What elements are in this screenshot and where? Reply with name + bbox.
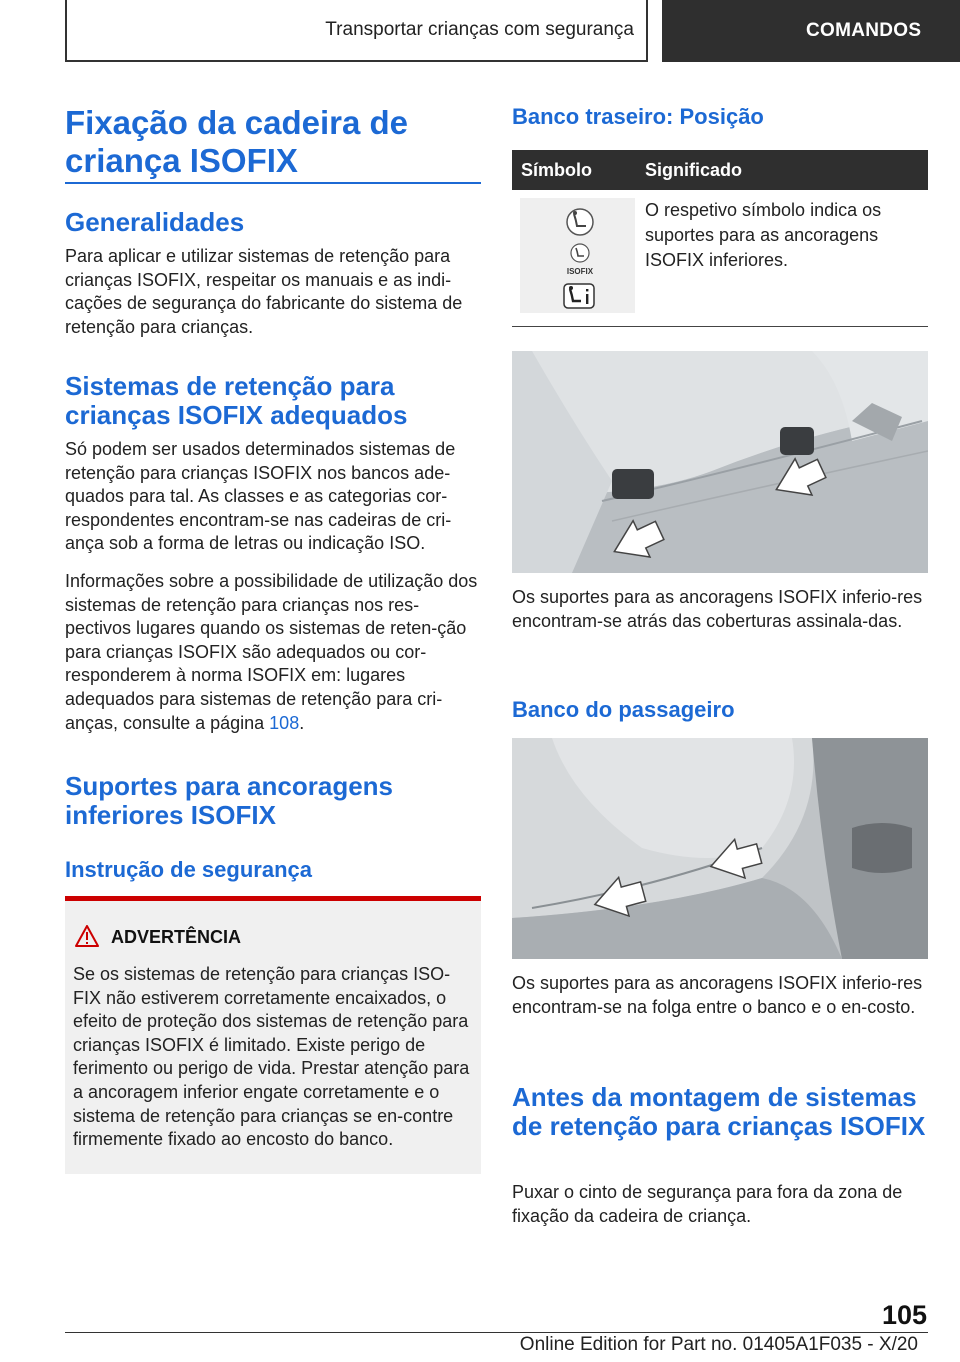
warning-box — [65, 896, 481, 1174]
heading-suportes: Suportes para ancoragens inferiores ISOFIX — [65, 771, 393, 830]
heading-banco-traseiro: Banco traseiro: Posição — [512, 104, 764, 129]
table-col-meaning: Significado — [645, 160, 743, 180]
header-section-title: Transportar crianças com segurança — [325, 19, 634, 40]
heading-instrucao: Instrução de segurança — [65, 857, 312, 882]
warning-title: ADVERTÊNCIA — [111, 927, 242, 947]
passenger-seat-photo — [512, 738, 928, 959]
footer-divider — [65, 1332, 928, 1333]
page-reference-link[interactable]: 108 — [269, 712, 300, 733]
header-section — [65, 0, 648, 62]
symbol-cell — [520, 198, 635, 313]
caption-passenger-seat: Os suportes para as ancoragens ISOFIX inferio-res encontram-se na folga entre o banco e o en-costo. — [512, 973, 923, 1017]
passenger-seat-illustration — [512, 738, 928, 959]
heading-antes-montagem: Antes da montagem de sistemas de retenção para crianças ISOFIX — [512, 1082, 926, 1141]
heading-banco-passageiro: Banco do passageiro — [512, 697, 735, 722]
rear-seat-photo — [512, 351, 928, 573]
isofix-symbols-icon — [520, 198, 635, 313]
paragraph-sistemas-2 — [65, 570, 481, 735]
page-number: 105 — [881, 1300, 927, 1330]
isofix-icon-label: ISOFIX — [566, 267, 594, 276]
rear-seat-illustration — [512, 351, 928, 573]
footer-edition: Online Edition for Part no. 01405A1F035 - X/20 — [519, 1334, 918, 1355]
paragraph-sistemas-1: Só podem ser usados determinados sistemas de retenção para crianças ISOFIX nos bancos ade-quados para tal. As classes e as categorias cor-respondentes encontram-se nas cadeiras de cri-ança sob a forma de letras ou indicação ISO. — [65, 439, 456, 554]
paragraph-generalidades: Para aplicar e utilizar sistemas de retenção para crianças ISOFIX, respeitar os manuais e as indi-cações de segurança do fabricante do sistema de retenção para crianças. — [65, 246, 463, 337]
page-title: Fixação da cadeira de criança ISOFIX — [65, 104, 409, 179]
paragraph-antes-montagem: Puxar o cinto de segurança para fora da zona de fixação da cadeira de criança. — [512, 1182, 903, 1226]
header-chapter — [662, 0, 960, 62]
header-chapter-title: COMANDOS — [806, 20, 922, 41]
paragraph-sistemas-2-end: . — [299, 712, 305, 733]
warning-text: Se os sistemas de retenção para crianças ISO-FIX não estiverem corretamente encaixados, o efeito de proteção dos sistemas de retenção para crianças ISOFIX é limitado. Existe perigo de ferimento ou perigo de vida. Prestar atenção para a ancoragem inferior engate corretamente e o sistema de retenção para crianças se en-contre firmemente fixado ao encosto do banco. — [73, 964, 470, 1150]
heading-generalidades: Generalidades — [65, 207, 245, 237]
table-divider — [635, 190, 636, 326]
warning-triangle-icon — [75, 925, 99, 947]
caption-rear-seat: Os suportes para as ancoragens ISOFIX inferio-res encontram-se atrás das coberturas assinala-das. — [512, 587, 923, 631]
paragraph-sistemas-2-text: Informações sobre a possibilidade de utilização dos sistemas de retenção para crianças nos res-pectivos lugares quando os sistemas de reten-ção para crianças ISOFIX são adequados ou cor-responderem à norma ISOFIX em: lugares adequados para sistemas de retenção para cri-anças, consulte a página — [65, 571, 478, 733]
table-meaning-text: O respetivo símbolo indica os suportes para as ancoragens ISOFIX inferiores. — [645, 200, 882, 270]
table-row — [512, 190, 928, 327]
title-divider — [65, 182, 481, 184]
table-col-symbol: Símbolo — [521, 160, 592, 180]
symbol-table-header — [512, 150, 928, 190]
heading-sistemas: Sistemas de retenção para crianças ISOFIX adequados — [65, 371, 408, 430]
